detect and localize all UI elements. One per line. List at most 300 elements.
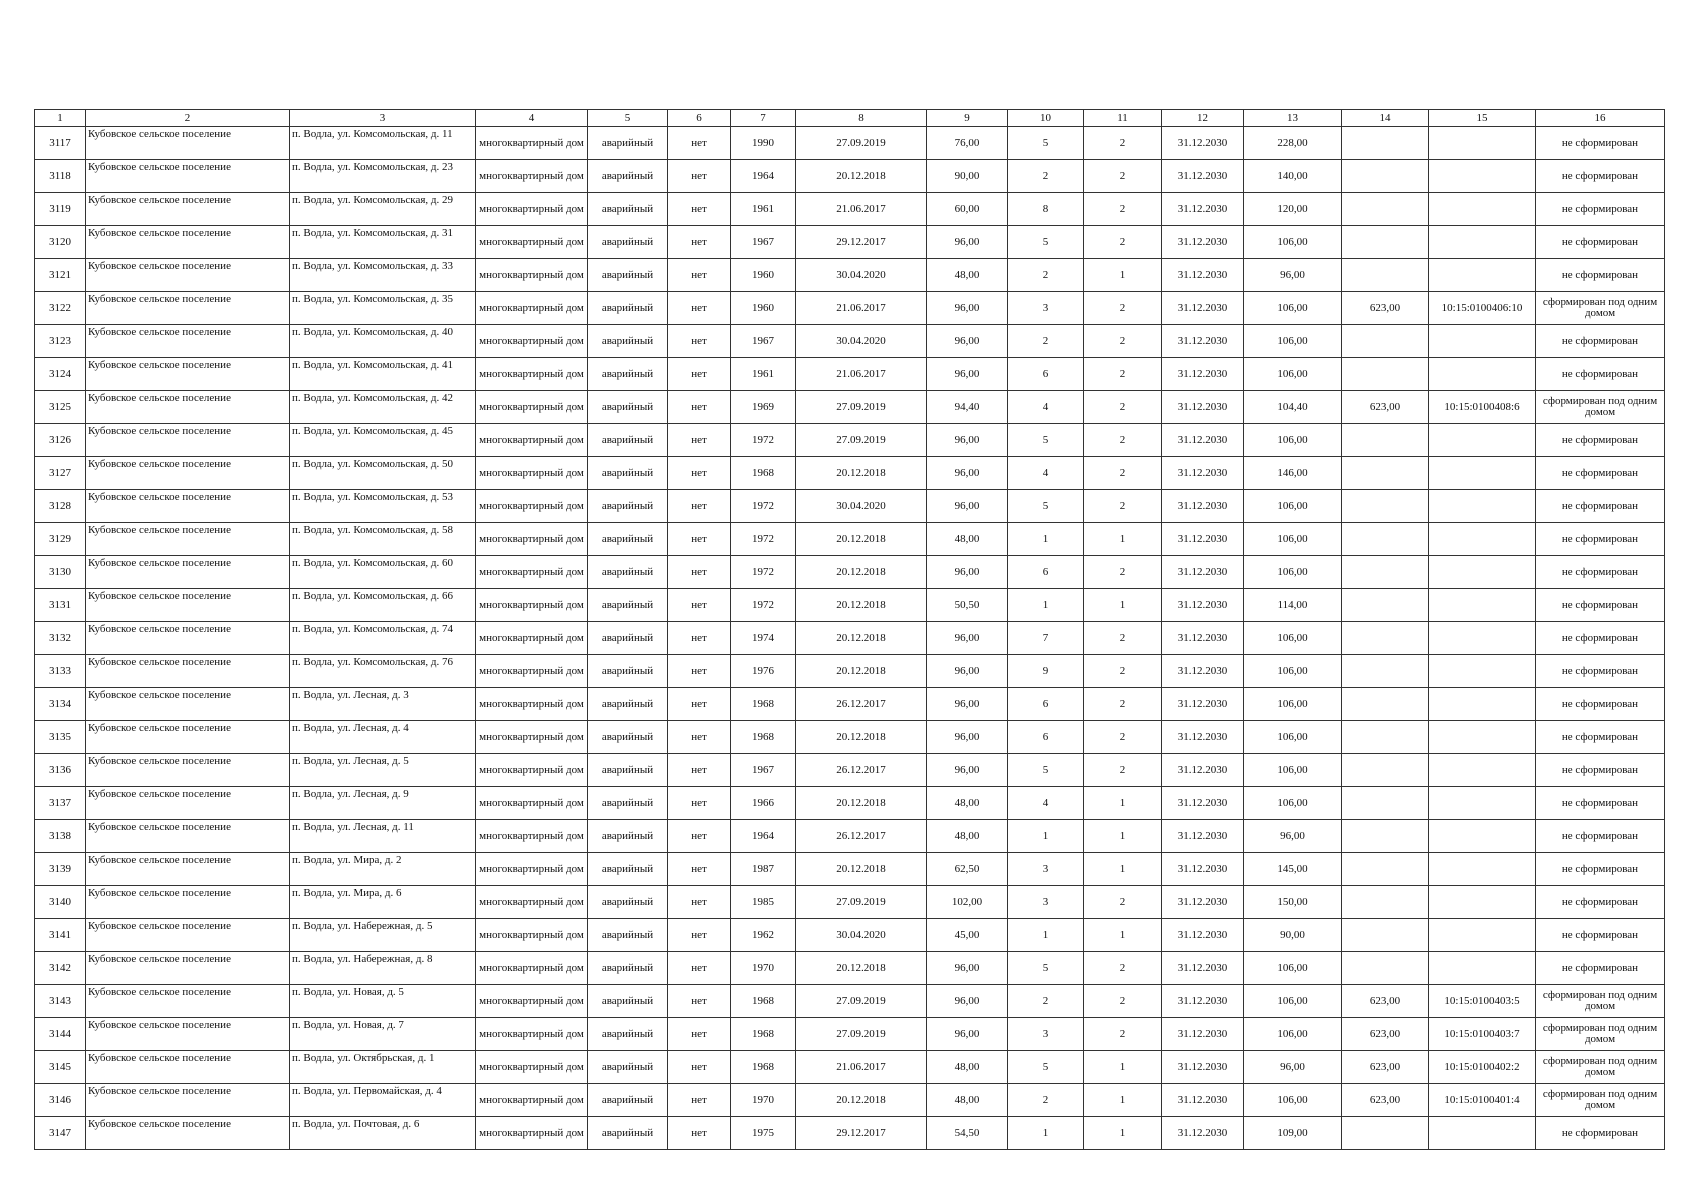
cell-municipality: Кубовское сельское поселение: [86, 622, 290, 655]
cell-build-year: 1972: [731, 589, 796, 622]
cell-residents: 3: [1008, 853, 1084, 886]
cell-recognition-date: 26.12.2017: [796, 820, 927, 853]
cell-cadastral-number: [1429, 457, 1536, 490]
cell-residents: 5: [1008, 424, 1084, 457]
cell-build-year: 1974: [731, 622, 796, 655]
cell-total-area: 109,00: [1244, 1117, 1342, 1150]
cell-address: п. Водла, ул. Комсомольская, д. 66: [290, 589, 476, 622]
cell-build-year: 1970: [731, 952, 796, 985]
cell-apartments: 2: [1084, 1018, 1162, 1051]
cell-area: 96,00: [927, 292, 1008, 325]
cell-flag: нет: [668, 589, 731, 622]
column-header-6: 6: [668, 110, 731, 127]
cell-residents: 5: [1008, 754, 1084, 787]
cell-build-year: 1968: [731, 721, 796, 754]
cell-total-area: 106,00: [1244, 787, 1342, 820]
cell-building-type: многоквартирный дом: [476, 589, 588, 622]
cell-address: п. Водла, ул. Лесная, д. 11: [290, 820, 476, 853]
cell-land-status: не сформирован: [1536, 226, 1665, 259]
cell-flag: нет: [668, 160, 731, 193]
cell-row-number: 3124: [35, 358, 86, 391]
column-header-14: 14: [1342, 110, 1429, 127]
cell-total-area: 106,00: [1244, 1084, 1342, 1117]
cell-address: п. Водла, ул. Комсомольская, д. 35: [290, 292, 476, 325]
cell-building-type: многоквартирный дом: [476, 952, 588, 985]
cell-build-year: 1976: [731, 655, 796, 688]
cell-area: 48,00: [927, 259, 1008, 292]
cell-cadastral-number: [1429, 259, 1536, 292]
cell-apartments: 2: [1084, 127, 1162, 160]
cell-total-area: 106,00: [1244, 622, 1342, 655]
document-page: [34, 109, 1664, 1150]
cell-land-status: сформирован под одним домом: [1536, 985, 1665, 1018]
cell-building-type: многоквартирный дом: [476, 1051, 588, 1084]
cell-cadastral-number: [1429, 193, 1536, 226]
cell-cadastral-number: [1429, 721, 1536, 754]
cell-apartments: 2: [1084, 754, 1162, 787]
cell-row-number: 3130: [35, 556, 86, 589]
cell-residents: 3: [1008, 292, 1084, 325]
cell-residents: 2: [1008, 325, 1084, 358]
cell-recognition-date: 26.12.2017: [796, 754, 927, 787]
cell-build-year: 1961: [731, 358, 796, 391]
cell-apartments: 1: [1084, 1084, 1162, 1117]
cell-condition: аварийный: [588, 325, 668, 358]
cell-total-area: 104,40: [1244, 391, 1342, 424]
cell-address: п. Водла, ул. Новая, д. 5: [290, 985, 476, 1018]
table-row: [35, 424, 1665, 457]
table-row: [35, 1018, 1665, 1051]
cell-land-area: [1342, 490, 1429, 523]
cell-total-area: 106,00: [1244, 688, 1342, 721]
cell-land-status: не сформирован: [1536, 259, 1665, 292]
cell-recognition-date: 20.12.2018: [796, 1084, 927, 1117]
table-row: [35, 688, 1665, 721]
cell-deadline: 31.12.2030: [1162, 853, 1244, 886]
cell-condition: аварийный: [588, 919, 668, 952]
cell-municipality: Кубовское сельское поселение: [86, 556, 290, 589]
table-row: [35, 787, 1665, 820]
cell-condition: аварийный: [588, 985, 668, 1018]
cell-condition: аварийный: [588, 226, 668, 259]
table-row: [35, 160, 1665, 193]
table-row: [35, 127, 1665, 160]
cell-row-number: 3132: [35, 622, 86, 655]
cell-condition: аварийный: [588, 1084, 668, 1117]
cell-municipality: Кубовское сельское поселение: [86, 1018, 290, 1051]
cell-total-area: 106,00: [1244, 325, 1342, 358]
cell-deadline: 31.12.2030: [1162, 820, 1244, 853]
cell-cadastral-number: [1429, 1117, 1536, 1150]
cell-total-area: 145,00: [1244, 853, 1342, 886]
cell-recognition-date: 30.04.2020: [796, 325, 927, 358]
table-row: [35, 952, 1665, 985]
cell-condition: аварийный: [588, 1018, 668, 1051]
table-row: [35, 556, 1665, 589]
cell-total-area: 146,00: [1244, 457, 1342, 490]
cell-cadastral-number: [1429, 919, 1536, 952]
cell-total-area: 106,00: [1244, 226, 1342, 259]
cell-residents: 6: [1008, 721, 1084, 754]
column-header-8: 8: [796, 110, 927, 127]
cell-build-year: 1987: [731, 853, 796, 886]
cell-land-area: 623,00: [1342, 1084, 1429, 1117]
column-header-12: 12: [1162, 110, 1244, 127]
cell-cadastral-number: [1429, 226, 1536, 259]
cell-build-year: 1985: [731, 886, 796, 919]
cell-building-type: многоквартирный дом: [476, 820, 588, 853]
cell-apartments: 2: [1084, 952, 1162, 985]
column-header-2: 2: [86, 110, 290, 127]
cell-area: 90,00: [927, 160, 1008, 193]
cell-apartments: 1: [1084, 589, 1162, 622]
cell-deadline: 31.12.2030: [1162, 721, 1244, 754]
cell-row-number: 3128: [35, 490, 86, 523]
cell-recognition-date: 30.04.2020: [796, 490, 927, 523]
cell-area: 96,00: [927, 985, 1008, 1018]
cell-deadline: 31.12.2030: [1162, 193, 1244, 226]
table-row: [35, 589, 1665, 622]
cell-recognition-date: 21.06.2017: [796, 292, 927, 325]
cell-address: п. Водла, ул. Комсомольская, д. 40: [290, 325, 476, 358]
cell-recognition-date: 30.04.2020: [796, 919, 927, 952]
cell-address: п. Водла, ул. Набережная, д. 5: [290, 919, 476, 952]
cell-building-type: многоквартирный дом: [476, 754, 588, 787]
cell-row-number: 3139: [35, 853, 86, 886]
cell-recognition-date: 20.12.2018: [796, 589, 927, 622]
cell-condition: аварийный: [588, 589, 668, 622]
column-header-15: 15: [1429, 110, 1536, 127]
column-header-7: 7: [731, 110, 796, 127]
cell-address: п. Водла, ул. Комсомольская, д. 29: [290, 193, 476, 226]
cell-apartments: 2: [1084, 886, 1162, 919]
cell-municipality: Кубовское сельское поселение: [86, 490, 290, 523]
cell-address: п. Водла, ул. Комсомольская, д. 74: [290, 622, 476, 655]
housing-table: [34, 109, 1665, 1150]
cell-total-area: 106,00: [1244, 424, 1342, 457]
column-header-5: 5: [588, 110, 668, 127]
cell-flag: нет: [668, 886, 731, 919]
cell-municipality: Кубовское сельское поселение: [86, 886, 290, 919]
cell-cadastral-number: 10:15:0100408:6: [1429, 391, 1536, 424]
cell-condition: аварийный: [588, 523, 668, 556]
cell-apartments: 2: [1084, 622, 1162, 655]
cell-land-status: не сформирован: [1536, 127, 1665, 160]
cell-apartments: 2: [1084, 160, 1162, 193]
cell-flag: нет: [668, 721, 731, 754]
cell-deadline: 31.12.2030: [1162, 787, 1244, 820]
cell-flag: нет: [668, 226, 731, 259]
cell-cadastral-number: [1429, 358, 1536, 391]
cell-deadline: 31.12.2030: [1162, 589, 1244, 622]
cell-building-type: многоквартирный дом: [476, 886, 588, 919]
cell-municipality: Кубовское сельское поселение: [86, 1117, 290, 1150]
cell-residents: 7: [1008, 622, 1084, 655]
cell-land-area: [1342, 160, 1429, 193]
cell-municipality: Кубовское сельское поселение: [86, 754, 290, 787]
cell-address: п. Водла, ул. Комсомольская, д. 50: [290, 457, 476, 490]
cell-deadline: 31.12.2030: [1162, 259, 1244, 292]
cell-apartments: 1: [1084, 820, 1162, 853]
cell-deadline: 31.12.2030: [1162, 424, 1244, 457]
cell-apartments: 2: [1084, 358, 1162, 391]
cell-land-status: не сформирован: [1536, 721, 1665, 754]
cell-deadline: 31.12.2030: [1162, 985, 1244, 1018]
cell-recognition-date: 30.04.2020: [796, 259, 927, 292]
cell-address: п. Водла, ул. Лесная, д. 3: [290, 688, 476, 721]
cell-municipality: Кубовское сельское поселение: [86, 226, 290, 259]
cell-building-type: многоквартирный дом: [476, 160, 588, 193]
cell-residents: 1: [1008, 1117, 1084, 1150]
cell-deadline: 31.12.2030: [1162, 226, 1244, 259]
cell-recognition-date: 27.09.2019: [796, 886, 927, 919]
cell-total-area: 96,00: [1244, 820, 1342, 853]
cell-row-number: 3138: [35, 820, 86, 853]
cell-build-year: 1961: [731, 193, 796, 226]
cell-area: 96,00: [927, 556, 1008, 589]
cell-total-area: 106,00: [1244, 655, 1342, 688]
cell-area: 48,00: [927, 787, 1008, 820]
cell-build-year: 1968: [731, 457, 796, 490]
cell-build-year: 1972: [731, 490, 796, 523]
cell-apartments: 1: [1084, 1117, 1162, 1150]
cell-land-area: [1342, 556, 1429, 589]
cell-apartments: 1: [1084, 259, 1162, 292]
cell-area: 50,50: [927, 589, 1008, 622]
table-row: [35, 226, 1665, 259]
cell-cadastral-number: [1429, 622, 1536, 655]
cell-land-area: [1342, 589, 1429, 622]
cell-deadline: 31.12.2030: [1162, 622, 1244, 655]
cell-land-status: не сформирован: [1536, 523, 1665, 556]
cell-row-number: 3146: [35, 1084, 86, 1117]
cell-area: 96,00: [927, 655, 1008, 688]
cell-building-type: многоквартирный дом: [476, 490, 588, 523]
table-header: [35, 110, 1665, 127]
cell-deadline: 31.12.2030: [1162, 292, 1244, 325]
cell-land-area: [1342, 1117, 1429, 1150]
cell-residents: 2: [1008, 985, 1084, 1018]
cell-flag: нет: [668, 424, 731, 457]
cell-flag: нет: [668, 655, 731, 688]
cell-flag: нет: [668, 325, 731, 358]
cell-deadline: 31.12.2030: [1162, 1117, 1244, 1150]
cell-condition: аварийный: [588, 391, 668, 424]
cell-residents: 2: [1008, 259, 1084, 292]
cell-row-number: 3119: [35, 193, 86, 226]
cell-condition: аварийный: [588, 457, 668, 490]
cell-cadastral-number: 10:15:0100406:10: [1429, 292, 1536, 325]
cell-area: 48,00: [927, 820, 1008, 853]
cell-land-area: [1342, 457, 1429, 490]
cell-municipality: Кубовское сельское поселение: [86, 1084, 290, 1117]
table-row: [35, 457, 1665, 490]
table-row: [35, 622, 1665, 655]
cell-flag: нет: [668, 127, 731, 160]
cell-condition: аварийный: [588, 292, 668, 325]
cell-land-status: не сформирован: [1536, 358, 1665, 391]
cell-build-year: 1972: [731, 424, 796, 457]
cell-recognition-date: 21.06.2017: [796, 1051, 927, 1084]
cell-address: п. Водла, ул. Мира, д. 2: [290, 853, 476, 886]
cell-municipality: Кубовское сельское поселение: [86, 787, 290, 820]
cell-building-type: многоквартирный дом: [476, 292, 588, 325]
cell-area: 76,00: [927, 127, 1008, 160]
cell-recognition-date: 20.12.2018: [796, 952, 927, 985]
cell-total-area: 106,00: [1244, 721, 1342, 754]
cell-cadastral-number: [1429, 556, 1536, 589]
cell-apartments: 2: [1084, 325, 1162, 358]
cell-flag: нет: [668, 688, 731, 721]
cell-municipality: Кубовское сельское поселение: [86, 853, 290, 886]
cell-building-type: многоквартирный дом: [476, 985, 588, 1018]
cell-condition: аварийный: [588, 259, 668, 292]
table-row: [35, 358, 1665, 391]
cell-land-area: [1342, 655, 1429, 688]
cell-apartments: 2: [1084, 391, 1162, 424]
cell-cadastral-number: [1429, 853, 1536, 886]
cell-build-year: 1968: [731, 1051, 796, 1084]
cell-land-status: сформирован под одним домом: [1536, 1018, 1665, 1051]
cell-address: п. Водла, ул. Октябрьская, д. 1: [290, 1051, 476, 1084]
cell-cadastral-number: [1429, 688, 1536, 721]
cell-flag: нет: [668, 358, 731, 391]
cell-municipality: Кубовское сельское поселение: [86, 292, 290, 325]
cell-recognition-date: 27.09.2019: [796, 1018, 927, 1051]
cell-building-type: многоквартирный дом: [476, 226, 588, 259]
cell-apartments: 1: [1084, 523, 1162, 556]
cell-building-type: многоквартирный дом: [476, 259, 588, 292]
cell-recognition-date: 20.12.2018: [796, 160, 927, 193]
cell-recognition-date: 20.12.2018: [796, 655, 927, 688]
table-row: [35, 292, 1665, 325]
cell-row-number: 3117: [35, 127, 86, 160]
cell-condition: аварийный: [588, 1117, 668, 1150]
cell-land-status: не сформирован: [1536, 622, 1665, 655]
cell-municipality: Кубовское сельское поселение: [86, 523, 290, 556]
cell-deadline: 31.12.2030: [1162, 1084, 1244, 1117]
cell-municipality: Кубовское сельское поселение: [86, 589, 290, 622]
cell-cadastral-number: 10:15:0100403:7: [1429, 1018, 1536, 1051]
table-row: [35, 919, 1665, 952]
cell-building-type: многоквартирный дом: [476, 655, 588, 688]
cell-recognition-date: 26.12.2017: [796, 688, 927, 721]
cell-area: 96,00: [927, 622, 1008, 655]
cell-building-type: многоквартирный дом: [476, 457, 588, 490]
cell-land-area: [1342, 952, 1429, 985]
cell-apartments: 2: [1084, 721, 1162, 754]
cell-land-area: [1342, 226, 1429, 259]
table-row: [35, 853, 1665, 886]
cell-land-status: не сформирован: [1536, 193, 1665, 226]
cell-address: п. Водла, ул. Мира, д. 6: [290, 886, 476, 919]
cell-apartments: 1: [1084, 919, 1162, 952]
cell-deadline: 31.12.2030: [1162, 391, 1244, 424]
cell-land-area: [1342, 820, 1429, 853]
cell-land-area: 623,00: [1342, 391, 1429, 424]
cell-flag: нет: [668, 820, 731, 853]
cell-flag: нет: [668, 853, 731, 886]
cell-residents: 4: [1008, 457, 1084, 490]
cell-row-number: 3145: [35, 1051, 86, 1084]
cell-address: п. Водла, ул. Комсомольская, д. 11: [290, 127, 476, 160]
cell-land-status: не сформирован: [1536, 919, 1665, 952]
cell-deadline: 31.12.2030: [1162, 490, 1244, 523]
cell-cadastral-number: [1429, 589, 1536, 622]
cell-flag: нет: [668, 556, 731, 589]
cell-land-area: [1342, 754, 1429, 787]
cell-row-number: 3147: [35, 1117, 86, 1150]
cell-row-number: 3134: [35, 688, 86, 721]
cell-condition: аварийный: [588, 490, 668, 523]
cell-municipality: Кубовское сельское поселение: [86, 721, 290, 754]
cell-area: 48,00: [927, 523, 1008, 556]
cell-build-year: 1968: [731, 688, 796, 721]
cell-building-type: многоквартирный дом: [476, 193, 588, 226]
cell-municipality: Кубовское сельское поселение: [86, 193, 290, 226]
cell-building-type: многоквартирный дом: [476, 358, 588, 391]
cell-row-number: 3127: [35, 457, 86, 490]
cell-condition: аварийный: [588, 853, 668, 886]
cell-cadastral-number: [1429, 424, 1536, 457]
cell-address: п. Водла, ул. Комсомольская, д. 76: [290, 655, 476, 688]
cell-build-year: 1972: [731, 523, 796, 556]
cell-municipality: Кубовское сельское поселение: [86, 358, 290, 391]
table-row: [35, 721, 1665, 754]
cell-land-area: [1342, 622, 1429, 655]
cell-address: п. Водла, ул. Набережная, д. 8: [290, 952, 476, 985]
cell-land-area: 623,00: [1342, 1018, 1429, 1051]
cell-land-status: не сформирован: [1536, 457, 1665, 490]
cell-row-number: 3120: [35, 226, 86, 259]
cell-municipality: Кубовское сельское поселение: [86, 424, 290, 457]
cell-cadastral-number: [1429, 325, 1536, 358]
cell-building-type: многоквартирный дом: [476, 523, 588, 556]
cell-residents: 1: [1008, 523, 1084, 556]
cell-land-area: 623,00: [1342, 985, 1429, 1018]
column-header-16: 16: [1536, 110, 1665, 127]
cell-condition: аварийный: [588, 160, 668, 193]
cell-land-area: [1342, 886, 1429, 919]
column-header-10: 10: [1008, 110, 1084, 127]
cell-row-number: 3135: [35, 721, 86, 754]
cell-flag: нет: [668, 457, 731, 490]
cell-total-area: 106,00: [1244, 952, 1342, 985]
cell-condition: аварийный: [588, 688, 668, 721]
cell-row-number: 3142: [35, 952, 86, 985]
cell-condition: аварийный: [588, 1051, 668, 1084]
cell-cadastral-number: 10:15:0100403:5: [1429, 985, 1536, 1018]
cell-deadline: 31.12.2030: [1162, 1051, 1244, 1084]
cell-condition: аварийный: [588, 655, 668, 688]
cell-land-area: [1342, 424, 1429, 457]
cell-municipality: Кубовское сельское поселение: [86, 952, 290, 985]
cell-apartments: 1: [1084, 1051, 1162, 1084]
cell-address: п. Водла, ул. Почтовая, д. 6: [290, 1117, 476, 1150]
cell-municipality: Кубовское сельское поселение: [86, 325, 290, 358]
cell-build-year: 1969: [731, 391, 796, 424]
cell-build-year: 1964: [731, 820, 796, 853]
cell-apartments: 2: [1084, 226, 1162, 259]
cell-row-number: 3123: [35, 325, 86, 358]
cell-area: 96,00: [927, 721, 1008, 754]
table-row: [35, 655, 1665, 688]
cell-recognition-date: 20.12.2018: [796, 457, 927, 490]
cell-flag: нет: [668, 1117, 731, 1150]
cell-address: п. Водла, ул. Комсомольская, д. 45: [290, 424, 476, 457]
cell-row-number: 3133: [35, 655, 86, 688]
table-row: [35, 259, 1665, 292]
